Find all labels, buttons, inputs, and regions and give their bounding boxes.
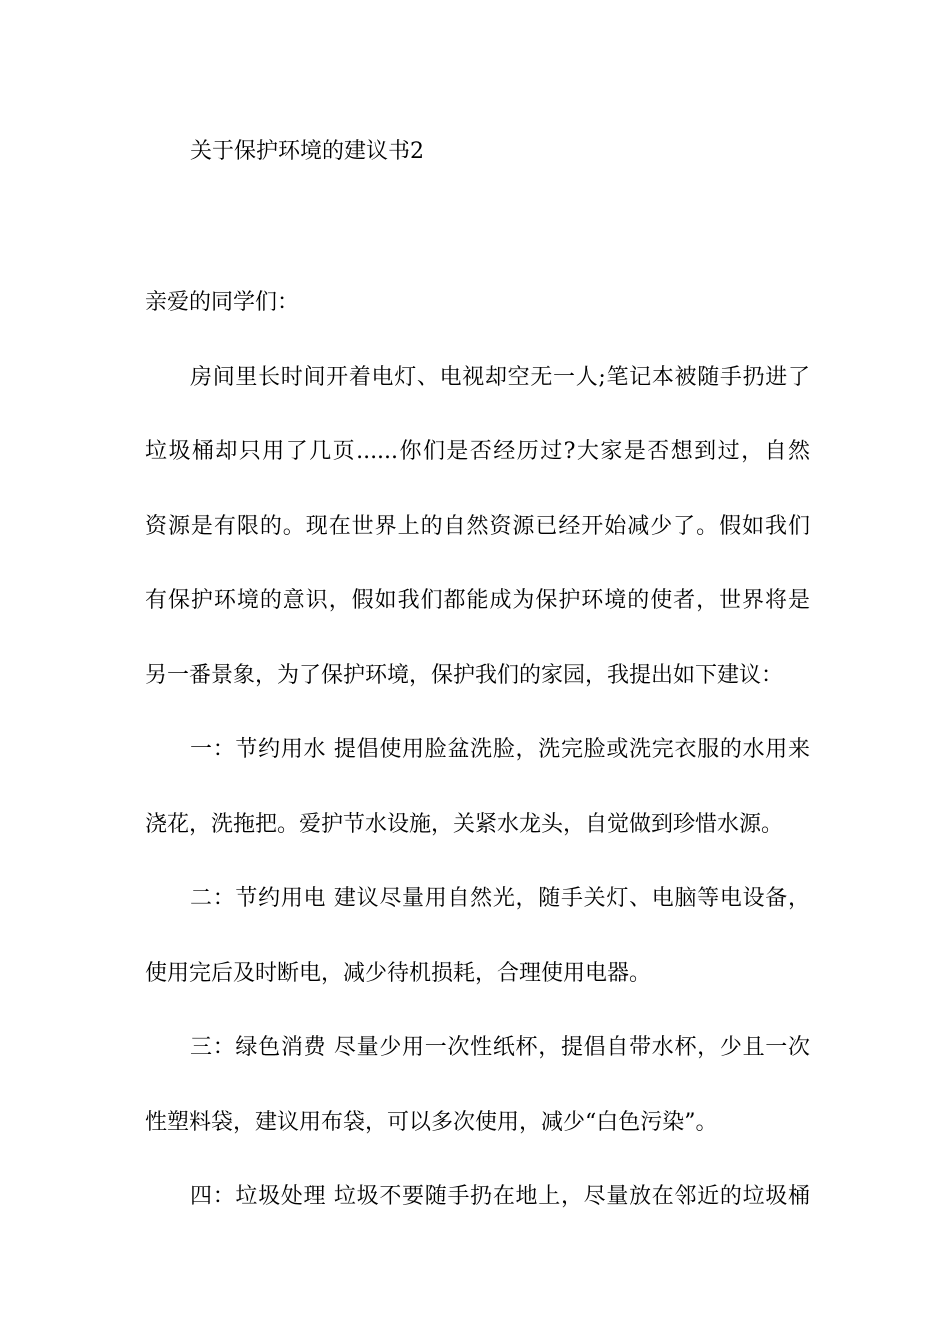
suggestion-1-line-2: 浇花，洗拖把。爱护节水设施，关紧水龙头，自觉做到珍惜水源。 — [145, 812, 784, 837]
document-title: 关于保护环境的建议书2 — [190, 139, 424, 164]
paragraph-line-3: 资源是有限的。现在世界上的自然资源已经开始减少了。假如我们 — [145, 514, 810, 539]
suggestion-1-line-1: 一：节约用水 提倡使用脸盆洗脸，洗完脸或洗完衣服的水用来 — [190, 737, 810, 762]
suggestion-3-line-1: 三：绿色消费 尽量少用一次性纸杯，提倡自带水杯，少且一次 — [190, 1035, 810, 1060]
suggestion-2-line-2: 使用完后及时断电，减少待机损耗，合理使用电器。 — [145, 961, 652, 986]
suggestion-2-line-1: 二：节约用电 建议尽量用自然光，随手关灯、电脑等电设备， — [190, 886, 810, 911]
paragraph-line-4: 有保护环境的意识，假如我们都能成为保护环境的使者，世界将是 — [145, 588, 810, 613]
suggestion-3-line-2: 性塑料袋，建议用布袋，可以多次使用，减少“白色污染”。 — [145, 1110, 718, 1135]
suggestion-4-line-1: 四：垃圾处理 垃圾不要随手扔在地上，尽量放在邻近的垃圾桶 — [190, 1184, 810, 1209]
salutation: 亲爱的同学们： — [145, 290, 300, 315]
paragraph-line-1: 房间里长时间开着电灯、电视却空无一人;笔记本被随手扔进了 — [190, 365, 810, 390]
paragraph-line-5: 另一番景象，为了保护环境，保护我们的家园，我提出如下建议： — [145, 663, 784, 688]
paragraph-line-2: 垃圾桶却只用了几页......你们是否经历过?大家是否想到过，自然 — [145, 439, 810, 464]
